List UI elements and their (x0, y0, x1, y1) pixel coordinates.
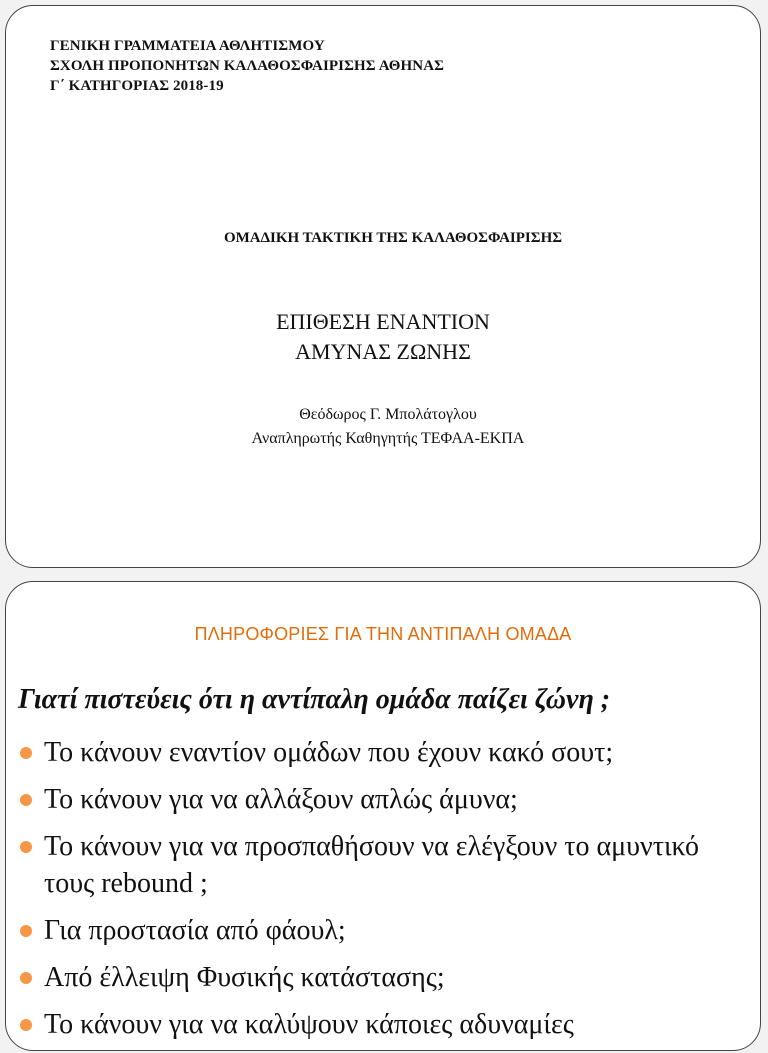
list-item (18, 1006, 748, 1043)
author-name: Θεόδωρος Γ. Μπολάτογλου (299, 406, 477, 423)
list-item (18, 959, 748, 996)
slide-title (5, 5, 761, 568)
list-item-text: Από έλλειψη Φυσικής κατάστασης; (44, 962, 445, 993)
list-item-text: Το κάνουν για να καλύψουν κάποιες αδυναμίες (44, 1009, 574, 1040)
bullet-icon (20, 1019, 32, 1031)
author-block (6, 403, 760, 451)
list-item-text: Το κάνουν για να αλλάξουν απλώς άμυνα; (44, 784, 518, 815)
course-title: ΟΜΑΔΙΚΗ ΤΑΚΤΙΚΗ ΤΗΣ ΚΑΛΑΘΟΣΦΑΙΡΙΣΗΣ (223, 230, 563, 246)
bullet-icon (20, 972, 32, 984)
presentation-title (6, 307, 760, 367)
list-item (18, 912, 748, 949)
author-role: Αναπληρωτής Καθηγητής ΤΕΦΑΑ-ΕΚΠΑ (251, 430, 525, 447)
bullet-icon (20, 841, 32, 853)
list-item (18, 734, 748, 771)
bullet-icon (20, 925, 32, 937)
list-item-text: Για προστασία από φάουλ; (44, 915, 346, 946)
presentation-title-line-1: ΕΠΙΘΕΣΗ ΕΝΑΝΤΙΟΝ (276, 309, 490, 334)
header-line-2: ΣΧΟΛΗ ΠΡΟΠΟΝΗΤΩΝ ΚΑΛΑΘΟΣΦΑΙΡΙΣΗΣ ΑΘΗΝΑΣ (50, 58, 445, 74)
bullet-icon (20, 747, 32, 759)
slide-heading: ΠΛΗΡΟΦΟΡΙΕΣ ΓΙΑ ΤΗΝ ΑΝΤΙΠΑΛΗ ΟΜΑΔΑ (194, 624, 572, 644)
question-text: Γιατί πιστεύεις ότι η αντίπαλη ομάδα παίζει ζώνη ; (18, 684, 611, 715)
presentation-title-line-2: ΑΜΥΝΑΣ ΖΩΝΗΣ (295, 339, 471, 364)
list-item-text: Το κάνουν για να προσπαθήσουν να ελέγξουν το αμυντικό τους rebound ; (44, 831, 699, 899)
header-line-3: Γ΄ ΚΑΤΗΓΟΡΙΑΣ 2018-19 (50, 78, 224, 94)
list-item (18, 828, 748, 902)
bullet-icon (20, 794, 32, 806)
list-item-text: Το κάνουν εναντίον ομάδων που έχουν κακό σουτ; (44, 737, 614, 768)
institution-header (50, 36, 444, 96)
list-item (18, 781, 748, 818)
header-line-1: ΓΕΝΙΚΗ ΓΡΑΜΜΑΤΕΙΑ ΑΘΛΗΤΙΣΜΟΥ (50, 38, 325, 54)
slide-opponent-info (5, 581, 761, 1051)
bullet-list (18, 734, 748, 1053)
